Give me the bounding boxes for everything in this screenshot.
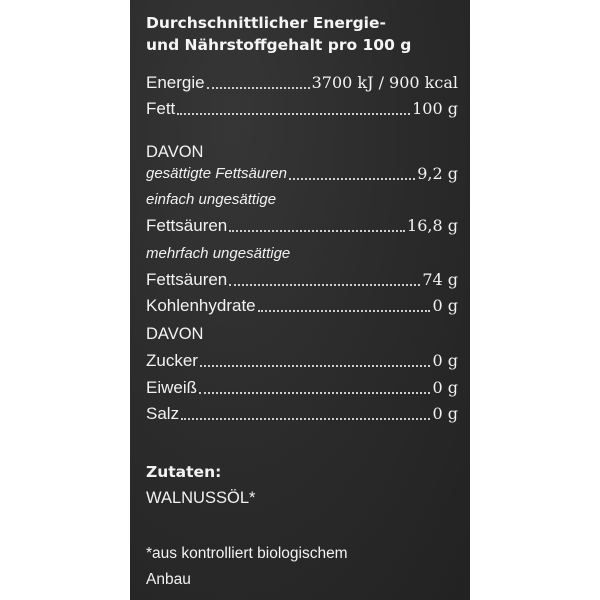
row-label: Zucker bbox=[146, 351, 198, 370]
footnote-line-1: *aus kontrolliert biologischem bbox=[146, 545, 348, 562]
dot-leader bbox=[229, 284, 420, 286]
row-gesaettigte-fettsaeuren bbox=[146, 162, 458, 186]
row-value: 3700 kJ / 900 kcal bbox=[311, 73, 458, 92]
title-line-2: und Nährstoffgehalt pro 100 g bbox=[146, 36, 412, 54]
row-energie bbox=[146, 71, 458, 95]
dot-leader bbox=[258, 310, 431, 312]
row-label: Eiweiß bbox=[146, 378, 198, 397]
row-zucker bbox=[146, 349, 458, 373]
row-value: 16,8 g bbox=[407, 216, 458, 235]
row-salz bbox=[146, 402, 458, 426]
row-value: 74 g bbox=[422, 270, 458, 289]
nutrition-label-panel bbox=[130, 0, 470, 600]
row-label: Fettsäuren bbox=[146, 216, 228, 235]
row-label: Fettsäuren bbox=[146, 270, 228, 289]
dot-leader bbox=[289, 178, 415, 180]
row-label: Kohlenhydrate bbox=[146, 296, 256, 315]
row-label: Salz bbox=[146, 404, 180, 423]
footnote bbox=[146, 541, 458, 593]
nutrition-title bbox=[146, 12, 458, 56]
einfach-ungesaettigte-label: einfach ungesättige bbox=[146, 191, 277, 208]
title-line-1: Durchschnittlicher Energie- bbox=[146, 14, 386, 32]
mehrfach-ungesaettigte-label: mehrfach ungesättige bbox=[146, 245, 291, 262]
row-value: 0 g bbox=[432, 351, 458, 370]
row-value: 0 g bbox=[432, 378, 458, 397]
dot-leader bbox=[199, 392, 430, 394]
row-value: 0 g bbox=[432, 404, 458, 423]
row-value: 9,2 g bbox=[417, 164, 458, 183]
dot-leader bbox=[181, 418, 430, 420]
row-label: Energie bbox=[146, 73, 205, 92]
row-eiweiss bbox=[146, 376, 458, 400]
row-value: 0 g bbox=[432, 296, 458, 315]
dot-leader bbox=[229, 230, 405, 232]
dot-leader bbox=[207, 87, 310, 89]
row-label: gesättigte Fettsäuren bbox=[146, 165, 287, 182]
row-value: 100 g bbox=[412, 99, 458, 118]
dot-leader bbox=[200, 365, 431, 367]
davon-label-1: DAVON bbox=[146, 143, 204, 161]
davon-label-2: DAVON bbox=[146, 325, 204, 343]
row-kohlenhydrate bbox=[146, 294, 458, 318]
row-mehrfach-fettsaeuren bbox=[146, 268, 458, 292]
zutaten-heading: Zutaten: bbox=[146, 463, 222, 481]
row-einfach-fettsaeuren bbox=[146, 214, 458, 238]
dot-leader bbox=[177, 113, 410, 115]
footnote-line-2: Anbau bbox=[146, 571, 191, 588]
zutaten-value: WALNUSSÖL* bbox=[146, 489, 256, 507]
row-fett bbox=[146, 97, 458, 121]
row-label: Fett bbox=[146, 99, 176, 118]
